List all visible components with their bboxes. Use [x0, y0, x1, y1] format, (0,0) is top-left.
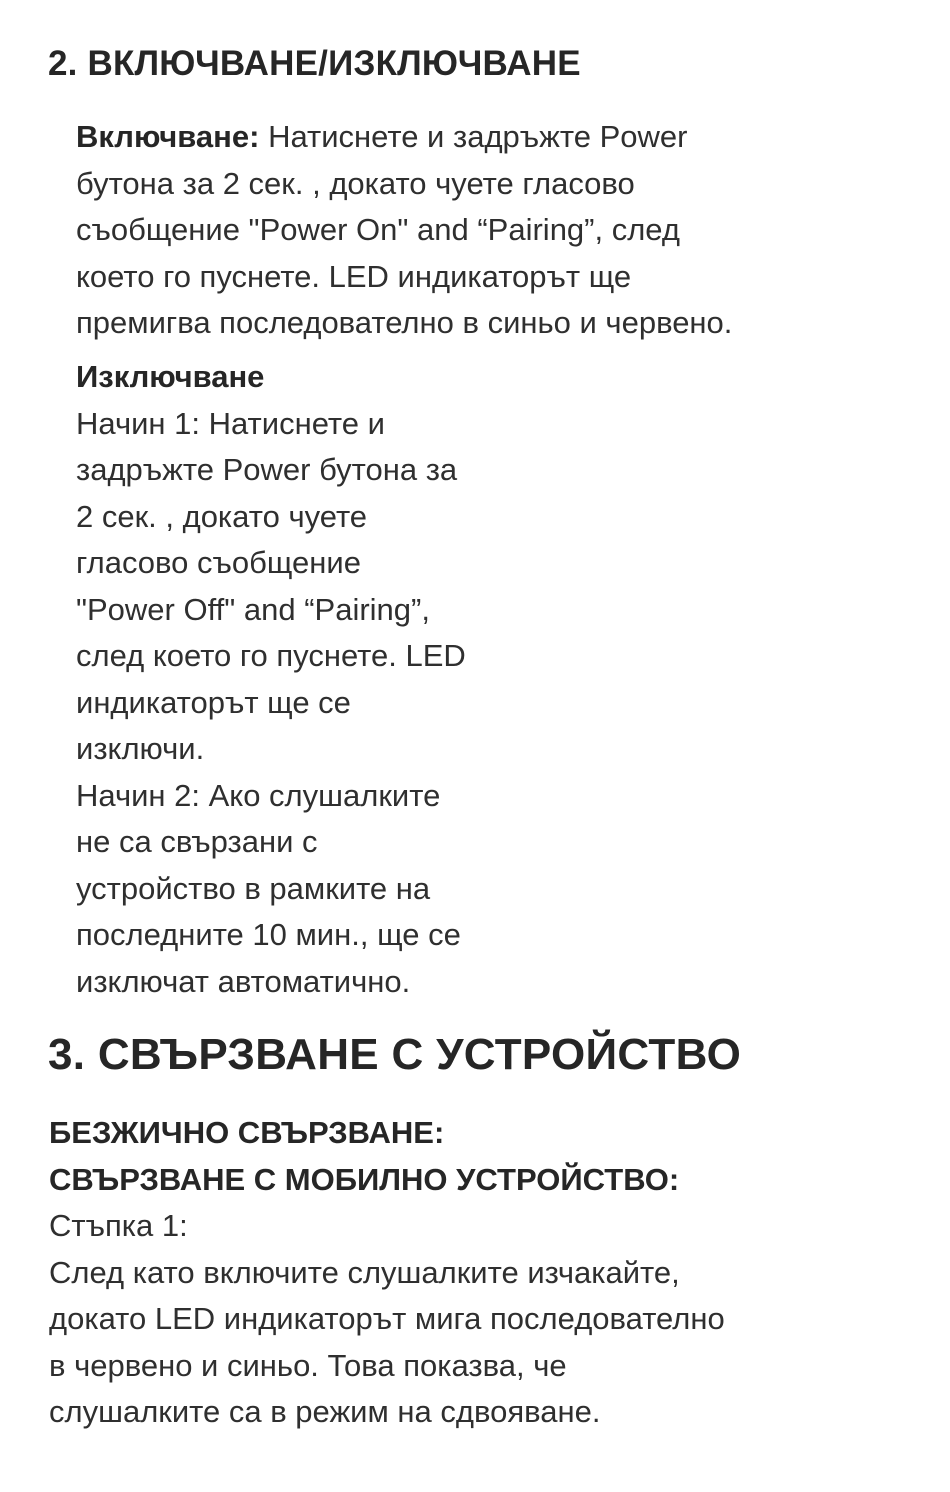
power-off-line: 2 сек. , докато чуете: [76, 498, 368, 534]
power-on-line: [76, 114, 732, 161]
power-on-line: което го пуснете. LED индикаторът ще: [76, 258, 632, 294]
section-heading-power: 2. ВКЛЮЧВАНЕ/ИЗКЛЮЧВАНЕ: [48, 44, 581, 83]
power-off-line: след което го пуснете. LED: [76, 638, 466, 673]
power-off-line: задръжте Power бутона за: [76, 452, 458, 487]
step-line: докато LED индикаторът мига последователно: [49, 1301, 725, 1336]
step-line: слушалките са в режим на сдвояване.: [49, 1394, 601, 1429]
mobile-subheading: СВЪРЗВАНЕ С МОБИЛНО УСТРОЙСТВО:: [49, 1161, 680, 1197]
power-off-instructions: [76, 354, 466, 1005]
wireless-subheading: БЕЗЖИЧНО СВЪРЗВАНЕ:: [49, 1115, 445, 1150]
power-off-line: Начин 1: Натиснете и: [76, 405, 385, 441]
power-off-label: Изключване: [76, 359, 265, 394]
power-off-line: последните 10 мин., ще се: [76, 917, 461, 952]
power-off-line: Начин 2: Ако слушалките: [76, 777, 441, 813]
section-heading-connect: 3. СВЪРЗВАНЕ С УСТРОЙСТВО: [48, 1030, 742, 1079]
power-off-line: изключи.: [76, 731, 205, 766]
power-on-line: съобщение "Power On" and “Pairing”, след: [76, 212, 680, 247]
power-off-line: устройство в рамките на: [76, 870, 431, 906]
power-on-label: Включване:: [76, 119, 260, 154]
power-off-line: изключат автоматично.: [76, 963, 411, 999]
power-off-label-line: [76, 354, 466, 401]
power-off-line: индикаторът ще се: [76, 684, 351, 720]
power-on-instructions: [76, 114, 732, 347]
step-line: в червено и синьо. Това показва, че: [49, 1347, 567, 1383]
power-off-line: не са свързани с: [76, 824, 318, 859]
step-label: Стъпка 1:: [49, 1208, 188, 1243]
power-on-line: бутона за 2 сек. , докато чуете гласово: [76, 165, 635, 201]
power-on-line: премигва последователно в синьо и червено.: [76, 305, 733, 340]
power-off-line: "Power Off" and “Pairing”,: [76, 591, 430, 627]
pairing-instructions: [49, 1110, 725, 1436]
power-off-line: гласово съобщение: [76, 545, 361, 580]
power-on-text: Натиснете и задръжте Power: [259, 119, 688, 154]
step-line: След като включите слушалките изчакайте,: [49, 1254, 680, 1290]
